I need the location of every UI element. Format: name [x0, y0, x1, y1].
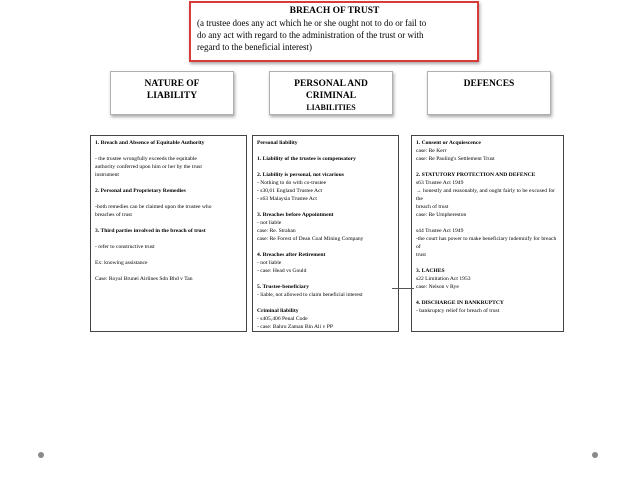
header-line: CRIMINAL	[305, 91, 357, 101]
section-heading: 3. Breaches before Appointment	[257, 212, 334, 218]
text-line: - case: Bahru Zaman Bin Ali v PP	[257, 324, 333, 330]
text-line: - s63 Malaysia Trustee Act	[257, 196, 317, 202]
header-line: DEFENCES	[463, 79, 515, 89]
defences-column	[411, 135, 564, 332]
text-line: instrument	[95, 172, 119, 178]
section-heading: 2. Personal and Proprietary Remedies	[95, 188, 186, 194]
text-line: - s405,406 Penal Code	[257, 316, 308, 322]
text-line: case: Re Forest of Dean Coal Mining Company	[257, 236, 364, 242]
text-line: trust	[416, 252, 426, 258]
text-line: s63 Trustee Act 1949	[416, 180, 464, 186]
header-line: LIABILITY	[146, 91, 198, 101]
title-definition-line: regard to the beneficial interest)	[197, 42, 312, 52]
text-line: Ex: knowing assistance	[95, 260, 148, 266]
personal-criminal-liabilities-header	[269, 71, 393, 115]
section-heading: 5. Trustee-beneficiary	[257, 284, 309, 290]
section-heading: 4. Breaches after Retirement	[257, 252, 326, 258]
section-heading: 4. DISCHARGE IN BANKRUPTCY	[416, 300, 504, 306]
text-line: → honestly and reasonably, and ought fairly to be excused for the	[416, 188, 555, 202]
section-heading: 2. Liability is personal, not vicarious	[257, 172, 344, 178]
text-line: s44 Trustee Act 1949	[416, 228, 464, 234]
breach-of-trust-title-box	[189, 1, 479, 62]
text-line: case: Re. Strahan	[257, 228, 296, 234]
section-heading: 2. STATUTORY PROTECTION AND DEFENCE	[416, 172, 536, 178]
personal-criminal-liabilities-column	[252, 135, 399, 332]
text-line: - the trustee wrongfully exceeds the equitable	[95, 156, 197, 162]
section-heading: 1. Consent or Acquiescence	[416, 140, 481, 146]
text-line: breaches of trust	[95, 212, 132, 218]
text-line: - not liable	[257, 220, 282, 226]
nature-of-liability-header	[110, 71, 234, 115]
slide-decoration-dot	[38, 452, 44, 458]
section-heading: 3. Third parties involved in the breach of trust	[95, 228, 206, 234]
section-heading: 3. LACHES	[416, 268, 445, 274]
text-line: -the court has power to make beneficiary indemnify for breach of	[416, 236, 557, 250]
text-line: - bankruptcy relief for breach of trust	[416, 308, 500, 314]
section-heading: Personal liability	[257, 140, 298, 146]
text-line: -both remedies can be claimed upon the trustee who	[95, 204, 212, 210]
text-line: - refer to constructive trust	[95, 244, 155, 250]
text-line: case: Re Pauling's Settlement Trust	[416, 156, 495, 162]
title-definition-line: (a trustee does any act which he or she ought not to do or fail to	[197, 18, 427, 28]
section-heading: 1. Breach and Absence of Equitable Authority	[95, 140, 205, 146]
text-line: case: Re Kerr	[416, 148, 447, 154]
defences-header	[427, 71, 551, 115]
text-line: breach of trust	[416, 204, 449, 210]
header-line: NATURE OF	[144, 79, 200, 89]
section-heading: Criminal liability	[257, 308, 299, 314]
header-line: PERSONAL AND	[294, 79, 368, 89]
text-line: case: Nelson v Rye	[416, 284, 459, 290]
text-line: - liable, not allowed to claim beneficial interest	[257, 292, 363, 298]
title-definition-line: do any act with regard to the administration of the trust or with	[197, 30, 424, 40]
text-line: - s30,61 England Trustee Act	[257, 188, 323, 194]
section-heading: 1. Liability of the trustee is compensatory	[257, 156, 356, 162]
connector-line	[392, 288, 414, 289]
text-line: - not liable	[257, 260, 282, 266]
header-line: LIABILITIES	[306, 103, 356, 112]
title-heading: BREACH OF TRUST	[289, 6, 380, 16]
slide-decoration-dot	[592, 452, 598, 458]
text-line: Case: Royal Brunei Airlines Sdn Bhd v Tan	[95, 276, 193, 282]
text-line: s22 Limitation Act 1953	[416, 276, 471, 282]
text-line: case: Re Umphereston	[416, 212, 467, 218]
text-line: authority conferred upon him or her by the trust	[95, 164, 202, 170]
text-line: - Nothing to do with co-trustee	[257, 180, 327, 186]
nature-of-liability-column	[90, 135, 247, 332]
text-line: - case: Head vs Gould	[257, 268, 307, 274]
